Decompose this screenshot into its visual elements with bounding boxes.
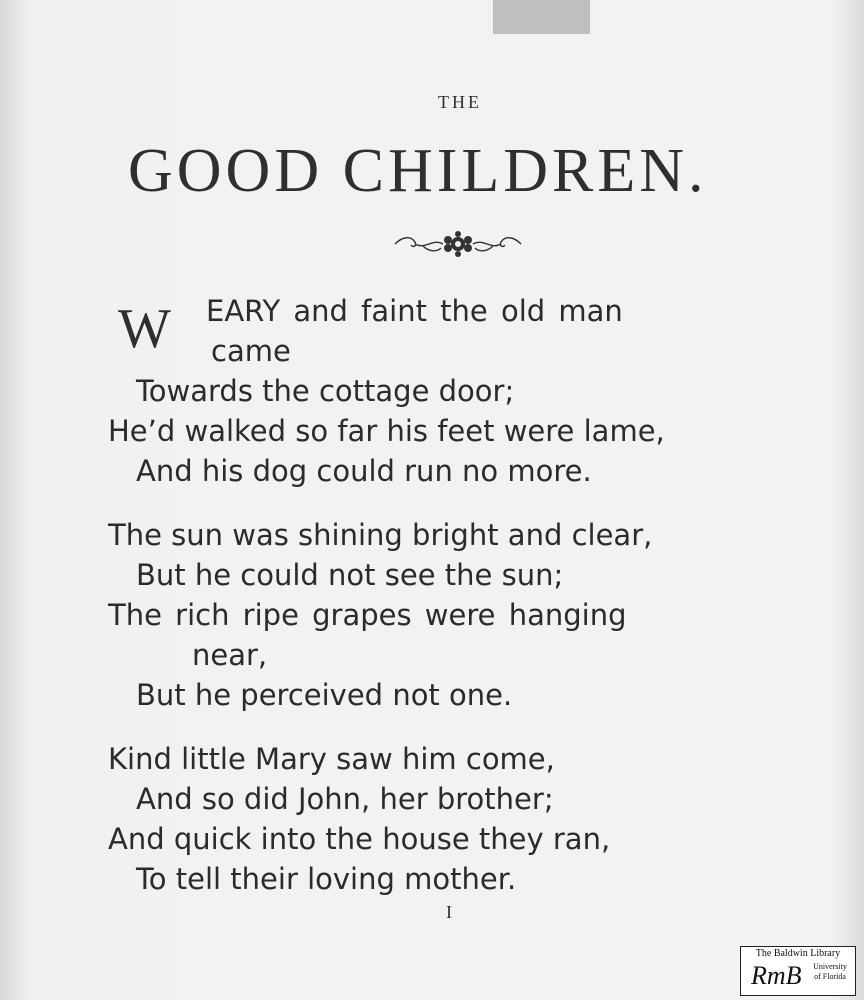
poem-line: The rich ripe grapes were hanging	[108, 598, 627, 632]
page-number: I	[446, 902, 452, 922]
poem-line: But he perceived not one.	[136, 678, 513, 712]
poem-line: came	[211, 334, 291, 368]
poem-line: EARY and faint the old man	[206, 294, 623, 328]
stamp-monogram: RmB	[751, 961, 802, 990]
library-stamp	[740, 946, 856, 996]
drop-cap: W	[118, 298, 171, 360]
page-title: GOOD CHILDREN.	[128, 137, 708, 205]
stamp-university: University of Florida	[813, 962, 847, 981]
poem-line: He’d walked so far his feet were lame,	[108, 414, 665, 448]
poem-line: Towards the cottage door;	[136, 374, 515, 408]
poem-line: The sun was shining bright and clear,	[108, 518, 653, 552]
poem-line: And quick into the house they ran,	[108, 822, 611, 856]
poem-line: But he could not see the sun;	[136, 558, 564, 592]
poem-line: And so did John, her brother;	[136, 782, 554, 816]
poem-line: And his dog could run no more.	[136, 454, 592, 488]
page-tab-mark	[493, 0, 590, 34]
stamp-library-name: The Baldwin Library	[755, 948, 841, 959]
poem-line: Kind little Mary saw him come,	[108, 742, 555, 776]
ornament-divider-icon	[393, 230, 523, 258]
title-the: THE	[438, 92, 482, 112]
poem-line: To tell their loving mother.	[136, 862, 517, 896]
poem-line: near,	[192, 638, 268, 672]
